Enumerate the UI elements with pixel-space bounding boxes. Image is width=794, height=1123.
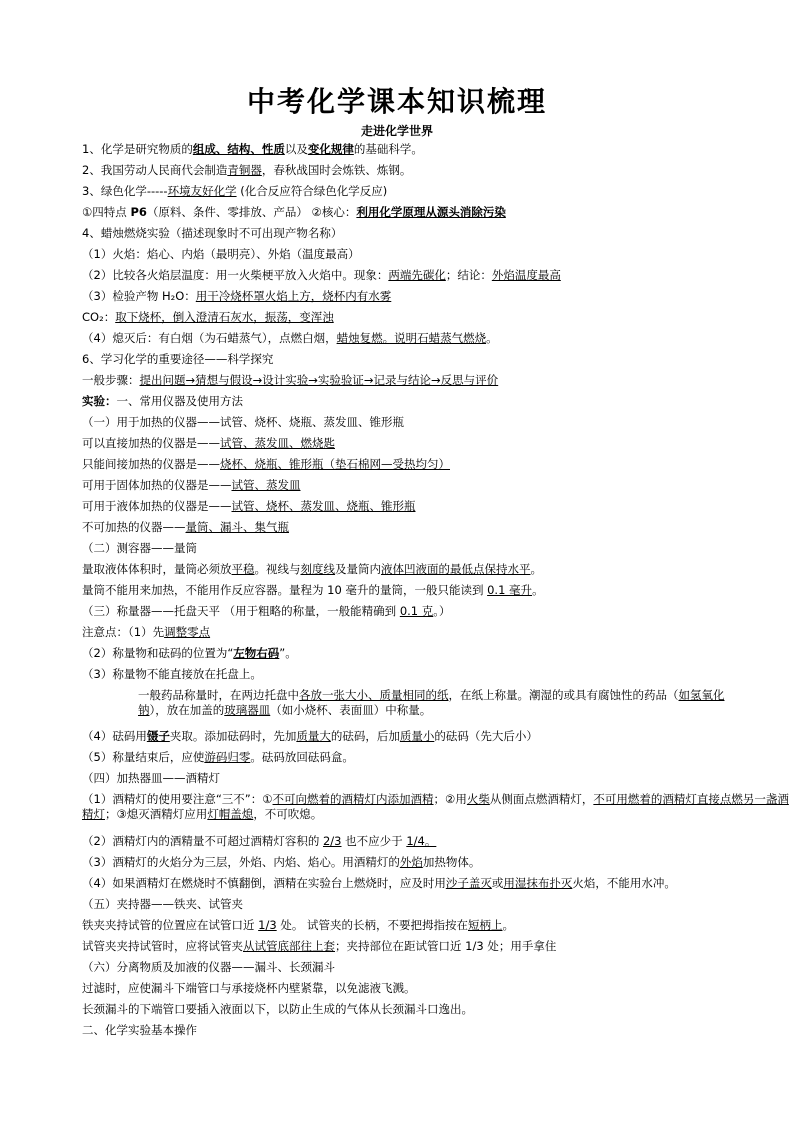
text-segment: 试管、蒸发皿、燃烧匙 — [220, 436, 335, 450]
text-line — [82, 310, 334, 325]
text-segment: （1）火焰：焰心、内焰（最明亮）、外焰（温度最高） — [82, 247, 360, 261]
text-segment: ；③熄灭酒精灯应用 — [105, 807, 208, 821]
text-segment: 二、化学实验基本操作 — [82, 1023, 197, 1037]
text-line — [82, 918, 514, 933]
text-segment: 平稳 — [231, 562, 255, 576]
text-segment: 不可用燃着的酒精灯直接点燃另一盏酒精灯 — [82, 792, 789, 821]
text-segment: 。视线与 — [254, 562, 301, 576]
text-segment: 沙子盖灭 — [445, 876, 492, 890]
text-line — [82, 289, 391, 304]
text-line — [82, 499, 416, 514]
text-line — [82, 268, 561, 283]
text-segment: 镊子 — [146, 729, 170, 743]
text-segment: 火焰，不能用水冲。 — [572, 876, 676, 890]
text-segment: 的基础科学。 — [353, 142, 423, 156]
text-line — [82, 855, 480, 870]
text-segment: ，不可吹熄。 — [253, 807, 323, 821]
text-segment: （原料、条件、零排放、产品） ②核心： — [146, 205, 357, 219]
text-segment: 一、常用仪器及使用方法 — [116, 394, 243, 408]
text-line — [82, 667, 262, 682]
text-segment: 过滤时，应使漏斗下端管口与承接烧杯内壁紧靠，以免滤液飞溅。 — [82, 981, 416, 995]
text-segment: 外焰温度最高 — [491, 268, 561, 282]
text-line — [82, 625, 210, 640]
text-segment: 如氢氧化钠 — [138, 688, 725, 717]
text-segment: 试管夹夹持试管时，应将试管夹 — [82, 939, 243, 953]
text-segment: 量筒、漏斗、集气瓶 — [185, 520, 289, 534]
text-segment: 灯帽盖熄 — [207, 807, 254, 821]
text-segment: （4）如果酒精灯在燃烧时不慎翻倒，酒精在实验台上燃烧时，应及时用 — [82, 876, 446, 890]
text-line — [82, 541, 197, 556]
text-segment: 从侧面点燃酒精灯， — [489, 792, 594, 806]
text-line — [82, 226, 342, 241]
text-segment: 不可向燃着的酒精灯内添加酒精 — [272, 792, 434, 806]
text-segment: 可用于固体加热的仪器是—— — [82, 478, 232, 492]
document-title: 中考化学课本知识梳理 — [246, 85, 547, 118]
text-segment: （2）酒精灯内的酒精量不可超过酒精灯容积的 — [82, 834, 323, 848]
text-line — [82, 583, 544, 598]
text-segment: 。 — [502, 918, 514, 932]
text-segment: 变化规律 — [307, 142, 354, 156]
text-segment: 一般步骤： — [82, 373, 140, 387]
text-line — [82, 520, 289, 535]
text-segment: 0.1 毫升 — [487, 583, 533, 597]
text-line — [82, 729, 538, 744]
text-segment: 可用于液体加热的仪器是—— — [82, 499, 232, 513]
text-segment: （五）夹持器——铁夹、试管夹 — [82, 897, 243, 911]
text-line — [82, 373, 498, 388]
text-segment: （三）称量器——托盘天平 （用于粗略的称量，一般能精确到 — [82, 604, 400, 618]
text-segment: 注意点：（1）先 — [82, 625, 165, 639]
text-segment: 用干冷烧杯罩火焰上方，烧杯内有水雾 — [195, 289, 392, 303]
text-segment: ，春秋战国时会炼铁、炼钢。 — [261, 163, 412, 177]
text-segment: 夹取。添加砝码时，先加 — [169, 729, 297, 743]
text-segment: 试管、烧杯、蒸发皿、烧瓶、锥形瓶 — [231, 499, 416, 513]
text-line — [82, 394, 243, 409]
text-line — [82, 981, 416, 996]
text-line — [82, 960, 335, 975]
text-segment: 以及 — [284, 142, 308, 156]
text-segment: 2/3 — [322, 834, 342, 848]
text-segment: 3、绿色化学----- — [82, 184, 168, 198]
text-segment: （2）比较各火焰层温度：用一火柴梗平放入火焰中。现象： — [82, 268, 389, 282]
text-segment: 1、化学是研究物质的 — [82, 142, 193, 156]
text-line — [82, 478, 301, 493]
text-segment: ；②用 — [433, 792, 467, 806]
text-segment: ，在纸上称量。潮湿的或具有腐蚀性的药品（ — [448, 688, 679, 702]
text-segment: 火柴 — [466, 792, 490, 806]
text-segment: 。） — [433, 604, 451, 618]
text-segment: 外焰 — [399, 855, 423, 869]
text-segment: （1）酒精灯的使用要注意“三不”：① — [82, 792, 273, 806]
text-segment: 长颈漏斗的下端管口要插入液面以下，以防止生成的气体从长颈漏斗口逸出。 — [82, 1002, 473, 1016]
text-segment: 一般药品称量时，在两边托盘中 — [138, 688, 299, 702]
text-segment: 环境友好化学 — [167, 184, 237, 198]
text-line — [82, 750, 354, 765]
text-segment: 量筒不能用来加热，不能用作反应容器。量程为 10 毫升的量筒，一般只能读到 — [82, 583, 488, 597]
text-line — [82, 939, 556, 954]
text-line — [82, 646, 297, 661]
text-segment: P6 — [130, 205, 147, 219]
text-segment: ），放在加盖的 — [149, 703, 225, 717]
text-segment: 短柄上 — [467, 918, 503, 932]
text-line — [82, 897, 243, 912]
text-segment: （六）分离物质及加液的仪器——漏斗、长颈漏斗 — [82, 960, 335, 974]
text-segment: 。砝码放回砝码盒。 — [250, 750, 354, 764]
text-segment: 实验： — [82, 394, 117, 408]
text-segment: 0.1 克 — [399, 604, 434, 618]
text-segment: 4、蜡烛燃烧实验（描述现象时不可出现产物名称） — [82, 226, 343, 240]
text-segment: 用湿抹布扑灭 — [503, 876, 573, 890]
text-line — [82, 562, 542, 577]
text-segment: 。 — [486, 331, 498, 345]
text-segment: 1/3 — [258, 918, 277, 932]
text-segment: CO₂： — [82, 310, 116, 324]
text-segment: 试管、蒸发皿 — [231, 478, 301, 492]
text-segment: （3）酒精灯的火焰分为三层，外焰、内焰、焰心。用酒精灯的 — [82, 855, 400, 869]
text-segment: 提出问题→猜想与假设→设计实验→实验验证→记录与结论→反思与评价 — [139, 373, 499, 387]
text-segment: 蜡烛复燃。说明石蜡蒸气燃烧 — [336, 331, 487, 345]
text-line — [82, 792, 794, 822]
text-segment: （4）砝码用 — [82, 729, 147, 743]
text-segment: 左物右码 — [233, 646, 280, 660]
text-segment: 加热物体。 — [422, 855, 481, 869]
text-segment: 取下烧杯，倒入澄清石灰水，振荡，变浑浊 — [115, 310, 334, 324]
text-segment: （2）称量物和砝码的位置为“ — [82, 646, 234, 660]
text-line — [82, 1023, 197, 1038]
text-segment: 两端先碳化 — [388, 268, 446, 282]
text-segment: 处。 试管夹的长柄，不要把拇指按在 — [276, 918, 468, 932]
text-segment: 组成、结构、性质 — [192, 142, 285, 156]
text-segment: 铁夹夹持试管的位置应在试管口近 — [82, 918, 259, 932]
text-segment: 可以直接加热的仪器是—— — [82, 436, 220, 450]
text-line — [82, 604, 451, 619]
text-segment: （3）检验产物 H₂O： — [82, 289, 196, 303]
text-segment: （如小烧杯、表面皿）中称量。 — [270, 703, 432, 717]
text-segment: 也不应少于 — [341, 834, 407, 848]
text-segment: 调整零点 — [164, 625, 211, 639]
text-segment: 只能间接加热的仪器是—— — [82, 457, 220, 471]
text-segment: 量取液体体积时，量筒必须放 — [82, 562, 232, 576]
text-segment: 刻度线 — [300, 562, 335, 576]
text-segment: ；结论： — [445, 268, 492, 282]
text-segment: （一）用于加热的仪器——试管、烧杯、烧瓶、蒸发皿、锥形瓶 — [82, 415, 404, 429]
text-segment: 6、学习化学的重要途径——科学探究 — [82, 352, 274, 366]
text-segment: 或 — [491, 876, 504, 890]
text-segment: 质量大 — [296, 729, 331, 743]
text-segment: 。 — [530, 562, 542, 576]
text-line — [82, 771, 220, 786]
text-line — [82, 184, 387, 199]
section-subtitle: 走进化学世界 — [360, 124, 433, 138]
text-line — [82, 876, 676, 891]
text-segment: 烧杯、烧瓶、锥形瓶（垫石棉网—受热均匀） — [220, 457, 450, 471]
text-line — [82, 415, 404, 430]
text-segment: （二）测容器——量筒 — [82, 541, 197, 555]
text-segment: 从试管底部往上套 — [243, 939, 335, 953]
text-segment: ①四特点 — [82, 205, 131, 219]
text-segment: 各放一张大小、质量相同的纸 — [299, 688, 449, 702]
text-line — [82, 205, 506, 220]
text-segment: （4）熄灭后：有白烟（为石蜡蒸气），点燃白烟， — [82, 331, 337, 345]
text-segment: 利用化学原理从源头消除污染 — [356, 205, 506, 219]
text-line — [82, 331, 498, 346]
text-line — [82, 436, 335, 451]
text-segment: 1/4。 — [406, 834, 437, 848]
text-segment: （四）加热器皿——酒精灯 — [82, 771, 220, 785]
text-segment: 青铜器 — [227, 163, 262, 177]
text-line — [82, 163, 411, 178]
text-segment: 游码归零 — [204, 750, 251, 764]
text-segment: 质量小 — [399, 729, 435, 743]
text-line — [82, 1002, 473, 1017]
text-line — [82, 142, 423, 157]
text-segment: 液体凹液面的最低点保持水平 — [381, 562, 531, 576]
text-line — [82, 247, 360, 262]
text-segment: 2、我国劳动人民商代会制造 — [82, 163, 228, 177]
text-segment: 及量筒内 — [335, 562, 381, 576]
text-segment: （5）称量结束后，应使 — [82, 750, 205, 764]
text-line — [82, 352, 273, 367]
text-line — [82, 457, 450, 472]
text-segment: （3）称量物不能直接放在托盘上。 — [82, 667, 262, 681]
text-segment: 的砝码，后加 — [330, 729, 400, 743]
text-segment: ；夹持部位在距试管口近 1/3 处；用手拿住 — [335, 939, 557, 953]
text-segment: 的砝码（先大后小） — [434, 729, 538, 743]
text-segment: (化合反应符合绿色化学反应) — [236, 184, 388, 198]
text-line — [82, 834, 732, 849]
text-segment: 不可加热的仪器—— — [82, 520, 186, 534]
text-line — [138, 688, 728, 718]
text-segment: ”。 — [279, 646, 297, 660]
text-segment: 。 — [532, 583, 544, 597]
text-segment: 玻璃器皿 — [224, 703, 271, 717]
